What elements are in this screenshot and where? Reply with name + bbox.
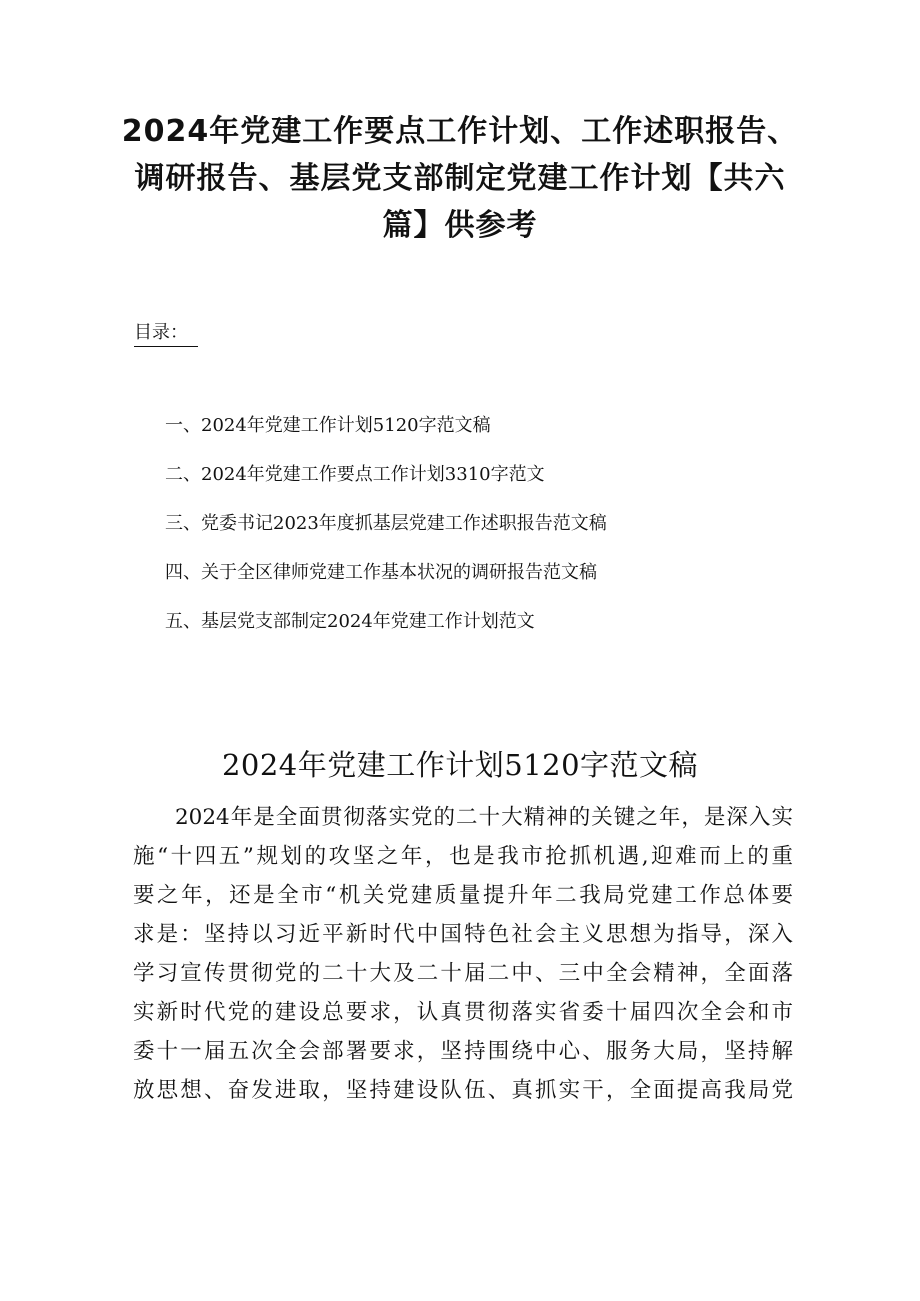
toc-item: 一、2024年党建工作计划5120字范文稿 <box>165 415 491 436</box>
body-paragraph <box>133 798 793 1110</box>
toc-label: 目录： <box>134 320 198 347</box>
toc-item: 四、关于全区律师党建工作基本状况的调研报告范文稿 <box>165 562 597 583</box>
body-line: 学习宣传贯彻党的二十大及二十届二中、三中全会精神，全面落 <box>133 961 793 986</box>
body-line: 2024年是全面贯彻落实党的二十大精神的关键之年，是深入实 <box>175 805 793 830</box>
body-line: 委十一届五次全会部署要求，坚持围绕中心、服务大局，坚持解 <box>133 1039 793 1064</box>
body-line: 实新时代党的建设总要求，认真贯彻落实省委十届四次全会和市 <box>133 1000 793 1025</box>
table-of-contents <box>165 410 785 655</box>
body-line: 要之年，还是全市“机关党建质量提升年二我局党建工作总体要 <box>133 883 793 908</box>
document-title: 2024年党建工作要点工作计划、工作述职报告、调研报告、基层党支部制定党建工作计划【共六篇】供参考 <box>121 114 799 243</box>
body-line: 施“十四五”规划的攻坚之年，也是我市抢抓机遇,迎难而上的重 <box>133 844 793 869</box>
toc-item: 五、基层党支部制定2024年党建工作计划范文 <box>165 611 535 632</box>
toc-item: 二、2024年党建工作要点工作计划3310字范文 <box>165 464 545 485</box>
body-line: 求是：坚持以习近平新时代中国特色社会主义思想为指导，深入 <box>133 922 793 947</box>
section-title: 2024年党建工作计划5120字范文稿 <box>221 748 699 782</box>
toc-item: 三、党委书记2023年度抓基层党建工作述职报告范文稿 <box>165 513 607 534</box>
body-line: 放思想、奋发进取，坚持建设队伍、真抓实干，全面提高我局党 <box>133 1078 793 1103</box>
